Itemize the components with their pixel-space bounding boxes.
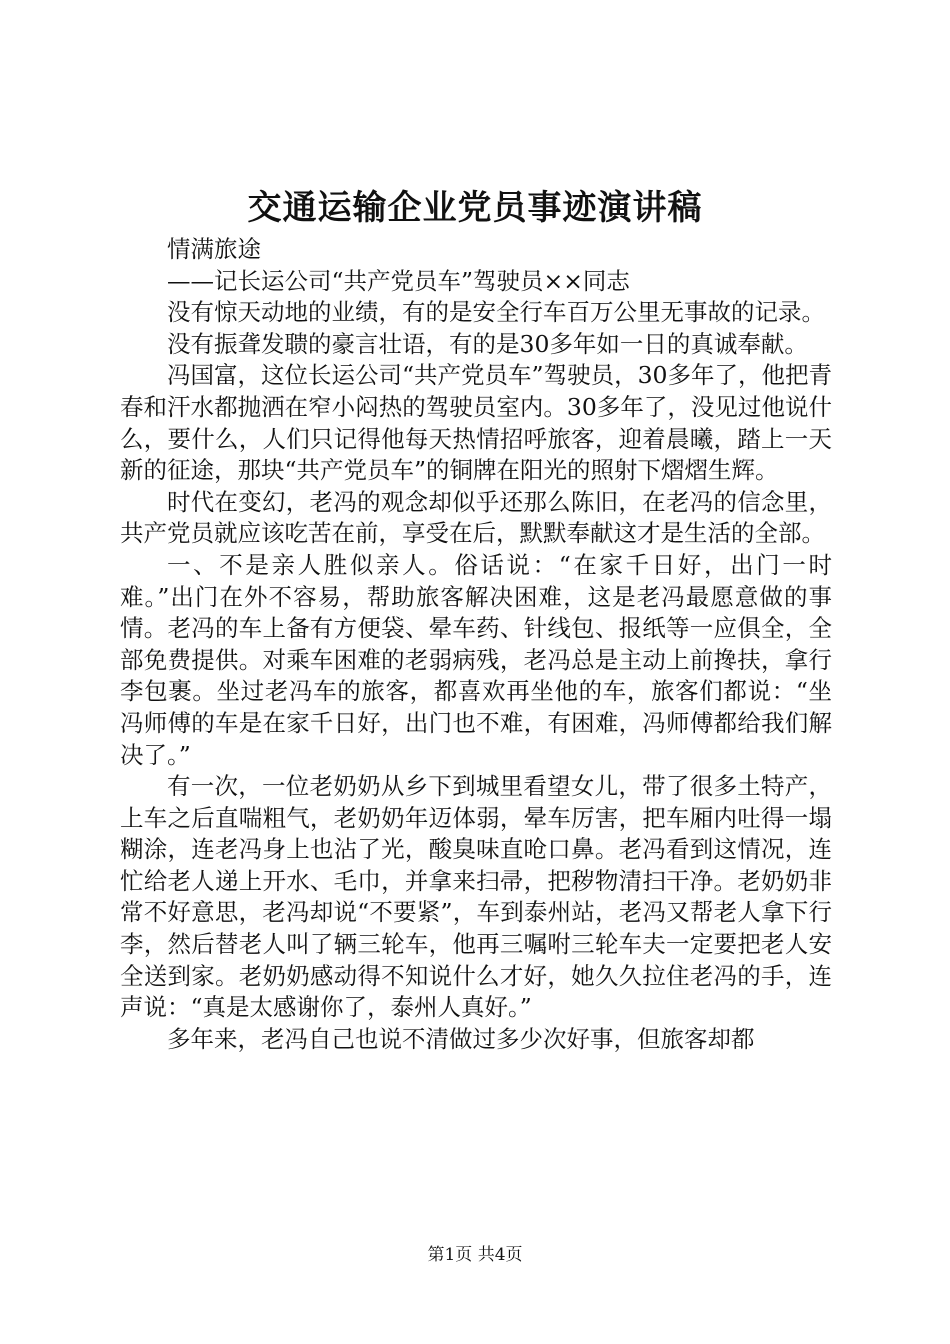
subtitle: 情满旅途 [167,235,261,263]
paragraph: 时代在变幻，老冯的观念却似乎还那么陈旧，在老冯的信念里，共产党员就应该吃苦在前，享受在后，默默奉献这才是生活的全部。 [120,487,832,548]
paragraph: 有一次，一位老奶奶从乡下到城里看望女儿，带了很多土特产，上车之后直喘粗气，老奶奶年迈体弱，晕车厉害，把车厢内吐得一塌糊涂，连老冯身上也沾了光，酸臭味直呛口鼻。老冯看到这情况，连忙给老人递上开水、毛巾，并拿来扫帚，把秽物清扫干净。老奶奶非常不好意思，老冯却说“不要紧”，车到泰州站，老冯又帮老人拿下行李，然后替老人叫了辆三轮车，他再三嘱咐三轮车夫一定要把老人安全送到家。老奶奶感动得不知说什么才好，她久久拉住老冯的手，连声说：“真是太感谢你了，泰州人真好。” [120,772,832,1022]
paragraph: 没有惊天动地的业绩，有的是安全行车百万公里无事故的记录。 [167,298,825,327]
paragraph: 一、不是亲人胜似亲人。俗话说：“在家千日好，出门一时难。”出门在外不容易，帮助旅客解决困难，这是老冯最愿意做的事情。老冯的车上备有方便袋、晕车药、针线包、报纸等一应俱全，全部免费提供。对乘车困难的老弱病残，老冯总是主动上前搀扶，拿行李包裹。坐过老冯车的旅客，都喜欢再坐他的车，旅客们都说：“坐冯师傅的车是在家千日好，出门也不难，有困难，冯师傅都给我们解决了。” [120,550,832,769]
paragraph: 冯国富，这位长运公司“共产党员车”驾驶员，30多年了，他把青春和汗水都抛洒在窄小闷热的驾驶员室内。30多年了，没见过他说什么，要什么，人们只记得他每天热情招呼旅客，迎着晨曦，踏上一天新的征途，那块“共产党员车”的铜牌在阳光的照射下熠熠生辉。 [120,361,832,485]
paragraph: 没有振聋发聩的豪言壮语，有的是30多年如一日的真诚奉献。 [167,329,808,358]
document-title: 交通运输企业党员事迹演讲稿 [247,188,703,228]
paragraph: 多年来，老冯自己也说不清做过多少次好事，但旅客却都 [167,1024,755,1053]
document-body [120,234,832,1055]
byline: ——记长运公司“共产党员车”驾驶员××同志 [167,266,630,295]
page-number-footer: 第1页 共4页 [427,1245,523,1265]
